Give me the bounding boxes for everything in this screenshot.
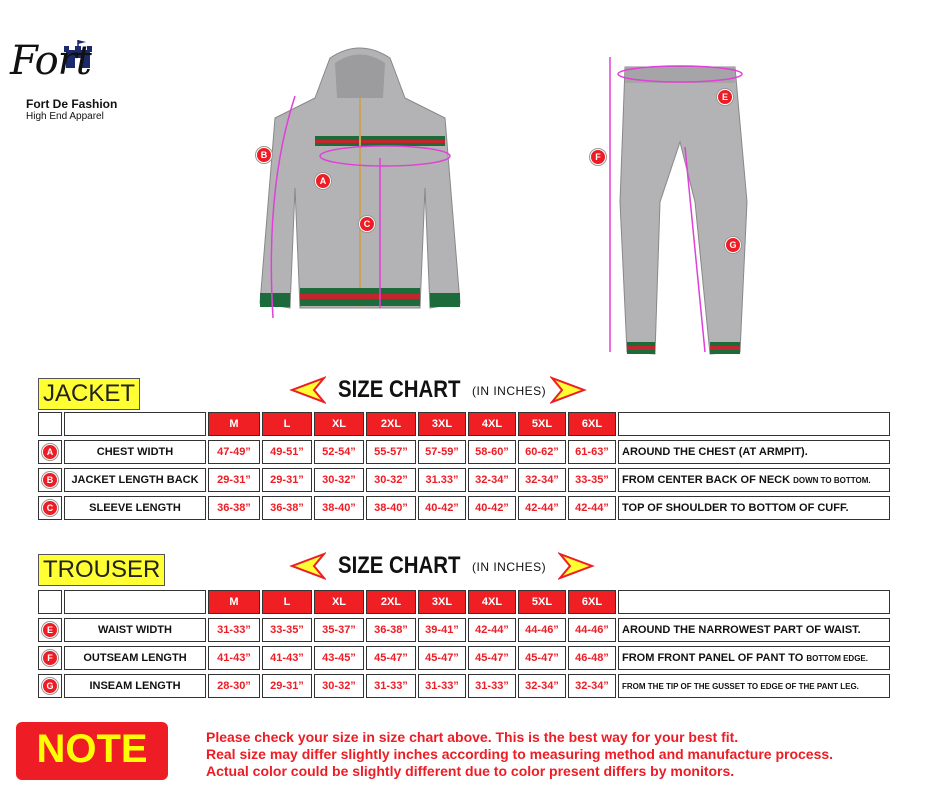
table-row bbox=[38, 674, 890, 698]
measure-value: 38-40” bbox=[314, 496, 364, 520]
measure-value: 36-38” bbox=[208, 496, 260, 520]
measure-value: 31-33” bbox=[418, 674, 466, 698]
measure-value: 35-37” bbox=[314, 618, 364, 642]
blank-cell bbox=[618, 412, 890, 436]
badge-e: E bbox=[42, 622, 58, 638]
blank-cell bbox=[64, 590, 206, 614]
measure-name: JACKET LENGTH BACK bbox=[64, 468, 206, 492]
measure-value: 44-46” bbox=[518, 618, 566, 642]
row-letter-cell bbox=[38, 440, 62, 464]
measure-value: 40-42” bbox=[418, 496, 466, 520]
measure-description bbox=[618, 468, 890, 492]
measure-value: 43-45” bbox=[314, 646, 364, 670]
table-row bbox=[38, 646, 890, 670]
measure-value: 29-31” bbox=[262, 468, 312, 492]
diagram-badge-g: G bbox=[725, 237, 741, 253]
trouser-size-header-row bbox=[38, 590, 890, 614]
note-lines bbox=[206, 729, 833, 780]
size-header: 5XL bbox=[518, 412, 566, 436]
desc-small: BOTTOM EDGE. bbox=[806, 654, 868, 663]
jacket-size-header-row bbox=[38, 412, 890, 436]
measure-value: 39-41” bbox=[418, 618, 466, 642]
measure-value: 57-59” bbox=[418, 440, 466, 464]
desc-main: AROUND THE NARROWEST PART OF WAIST. bbox=[622, 624, 861, 636]
jacket-chart-title: SIZE CHART bbox=[338, 376, 461, 403]
measure-name: SLEEVE LENGTH bbox=[64, 496, 206, 520]
measure-name: OUTSEAM LENGTH bbox=[64, 646, 206, 670]
row-letter-cell bbox=[38, 674, 62, 698]
measure-value: 32-34” bbox=[468, 468, 516, 492]
measure-value: 31.33” bbox=[418, 468, 466, 492]
measure-description bbox=[618, 496, 890, 520]
measure-description bbox=[618, 440, 890, 464]
blank-cell bbox=[38, 412, 62, 436]
measure-description bbox=[618, 674, 890, 698]
table-row bbox=[38, 618, 890, 642]
chevron-left-icon bbox=[288, 376, 326, 404]
measure-value: 60-62” bbox=[518, 440, 566, 464]
note-line: Real size may differ slightly inches according to measuring method and manufacture process. bbox=[206, 746, 834, 762]
measure-value: 45-47” bbox=[518, 646, 566, 670]
measure-value: 47-49” bbox=[208, 440, 260, 464]
jacket-section-label: JACKET bbox=[38, 378, 140, 410]
measure-value: 33-35” bbox=[262, 618, 312, 642]
measure-value: 49-51” bbox=[262, 440, 312, 464]
measure-value: 45-47” bbox=[468, 646, 516, 670]
diagram-badge-e: E bbox=[717, 89, 733, 105]
measure-description bbox=[618, 618, 890, 642]
measure-value: 32-34” bbox=[568, 674, 616, 698]
trouser-chart-title: SIZE CHART bbox=[338, 552, 461, 579]
measure-value: 28-30” bbox=[208, 674, 260, 698]
row-letter-cell bbox=[38, 496, 62, 520]
note-line: Please check your size in size chart above. This is the best way for your best fit. bbox=[206, 729, 739, 745]
measure-value: 42-44” bbox=[468, 618, 516, 642]
size-header: L bbox=[262, 412, 312, 436]
measure-value: 45-47” bbox=[418, 646, 466, 670]
jacket-illustration bbox=[255, 38, 465, 328]
table-row bbox=[38, 496, 890, 520]
desc-main: TOP OF SHOULDER TO BOTTOM OF CUFF. bbox=[622, 502, 849, 514]
measure-value: 29-31” bbox=[262, 674, 312, 698]
measure-value: 42-44” bbox=[518, 496, 566, 520]
badge-a: A bbox=[42, 444, 58, 460]
brand-script: Fort bbox=[10, 38, 91, 84]
trouser-size-table bbox=[36, 586, 892, 702]
row-letter-cell bbox=[38, 646, 62, 670]
measure-value: 44-46” bbox=[568, 618, 616, 642]
trouser-chart-unit: (IN INCHES) bbox=[472, 560, 547, 574]
table-row bbox=[38, 468, 890, 492]
size-header: XL bbox=[314, 412, 364, 436]
jacket-size-table bbox=[36, 408, 892, 524]
measure-value: 36-38” bbox=[262, 496, 312, 520]
measure-value: 29-31” bbox=[208, 468, 260, 492]
brand-tagline: High End Apparel bbox=[26, 111, 104, 122]
jacket-chart-unit: (IN INCHES) bbox=[472, 384, 547, 398]
row-letter-cell bbox=[38, 618, 62, 642]
size-header: 6XL bbox=[568, 590, 616, 614]
measure-value: 40-42” bbox=[468, 496, 516, 520]
desc-main: FROM FRONT PANEL OF PANT TO bbox=[622, 652, 807, 664]
measure-name: INSEAM LENGTH bbox=[64, 674, 206, 698]
measure-value: 32-34” bbox=[518, 674, 566, 698]
desc-small: FROM THE TIP OF THE GUSSET TO EDGE OF THE PANT LEG. bbox=[622, 682, 859, 691]
measure-value: 31-33” bbox=[366, 674, 416, 698]
size-header: 2XL bbox=[366, 590, 416, 614]
diagram-badge-f: F bbox=[590, 149, 606, 165]
blank-cell bbox=[64, 412, 206, 436]
measure-value: 31-33” bbox=[208, 618, 260, 642]
measure-value: 41-43” bbox=[262, 646, 312, 670]
measure-value: 45-47” bbox=[366, 646, 416, 670]
measure-value: 30-32” bbox=[314, 674, 364, 698]
measure-value: 33-35” bbox=[568, 468, 616, 492]
size-header: 2XL bbox=[366, 412, 416, 436]
blank-cell bbox=[38, 590, 62, 614]
size-header: 3XL bbox=[418, 590, 466, 614]
desc-small: DOWN TO BOTTOM. bbox=[793, 476, 871, 485]
measure-value: 41-43” bbox=[208, 646, 260, 670]
note-label: NOTE bbox=[36, 727, 148, 771]
diagram-badge-c: C bbox=[359, 216, 375, 232]
size-header: 3XL bbox=[418, 412, 466, 436]
diagram-badge-b: B bbox=[256, 147, 272, 163]
chevron-left-icon bbox=[288, 552, 326, 580]
size-header: 6XL bbox=[568, 412, 616, 436]
measure-value: 36-38” bbox=[366, 618, 416, 642]
blank-cell bbox=[618, 590, 890, 614]
measure-value: 52-54” bbox=[314, 440, 364, 464]
measure-value: 55-57” bbox=[366, 440, 416, 464]
measure-value: 38-40” bbox=[366, 496, 416, 520]
measure-value: 30-32” bbox=[314, 468, 364, 492]
trouser-section-label: TROUSER bbox=[38, 554, 165, 586]
size-header: 5XL bbox=[518, 590, 566, 614]
size-header: M bbox=[208, 590, 260, 614]
measure-description bbox=[618, 646, 890, 670]
note-line: Actual color could be slightly different due to color present differs by monitors. bbox=[206, 763, 735, 779]
badge-f: F bbox=[42, 650, 58, 666]
row-letter-cell bbox=[38, 468, 62, 492]
size-header: 4XL bbox=[468, 412, 516, 436]
measure-value: 30-32” bbox=[366, 468, 416, 492]
desc-main: FROM CENTER BACK OF NECK bbox=[622, 474, 794, 486]
table-row bbox=[38, 440, 890, 464]
measure-value: 31-33” bbox=[468, 674, 516, 698]
brand-name: Fort De Fashion bbox=[26, 97, 118, 111]
measure-name: CHEST WIDTH bbox=[64, 440, 206, 464]
chevron-right-icon bbox=[550, 376, 588, 404]
size-header: M bbox=[208, 412, 260, 436]
diagram-badge-a: A bbox=[315, 173, 331, 189]
measure-value: 58-60” bbox=[468, 440, 516, 464]
badge-b: B bbox=[42, 472, 58, 488]
badge-c: C bbox=[42, 500, 58, 516]
measure-name: WAIST WIDTH bbox=[64, 618, 206, 642]
measure-value: 61-63” bbox=[568, 440, 616, 464]
measure-value: 42-44” bbox=[568, 496, 616, 520]
size-header: XL bbox=[314, 590, 364, 614]
desc-main: AROUND THE CHEST (AT ARMPIT). bbox=[622, 446, 808, 458]
badge-g: G bbox=[42, 678, 58, 694]
measure-value: 32-34” bbox=[518, 468, 566, 492]
size-header: L bbox=[262, 590, 312, 614]
chevron-right-icon bbox=[558, 552, 596, 580]
size-header: 4XL bbox=[468, 590, 516, 614]
measure-value: 46-48” bbox=[568, 646, 616, 670]
